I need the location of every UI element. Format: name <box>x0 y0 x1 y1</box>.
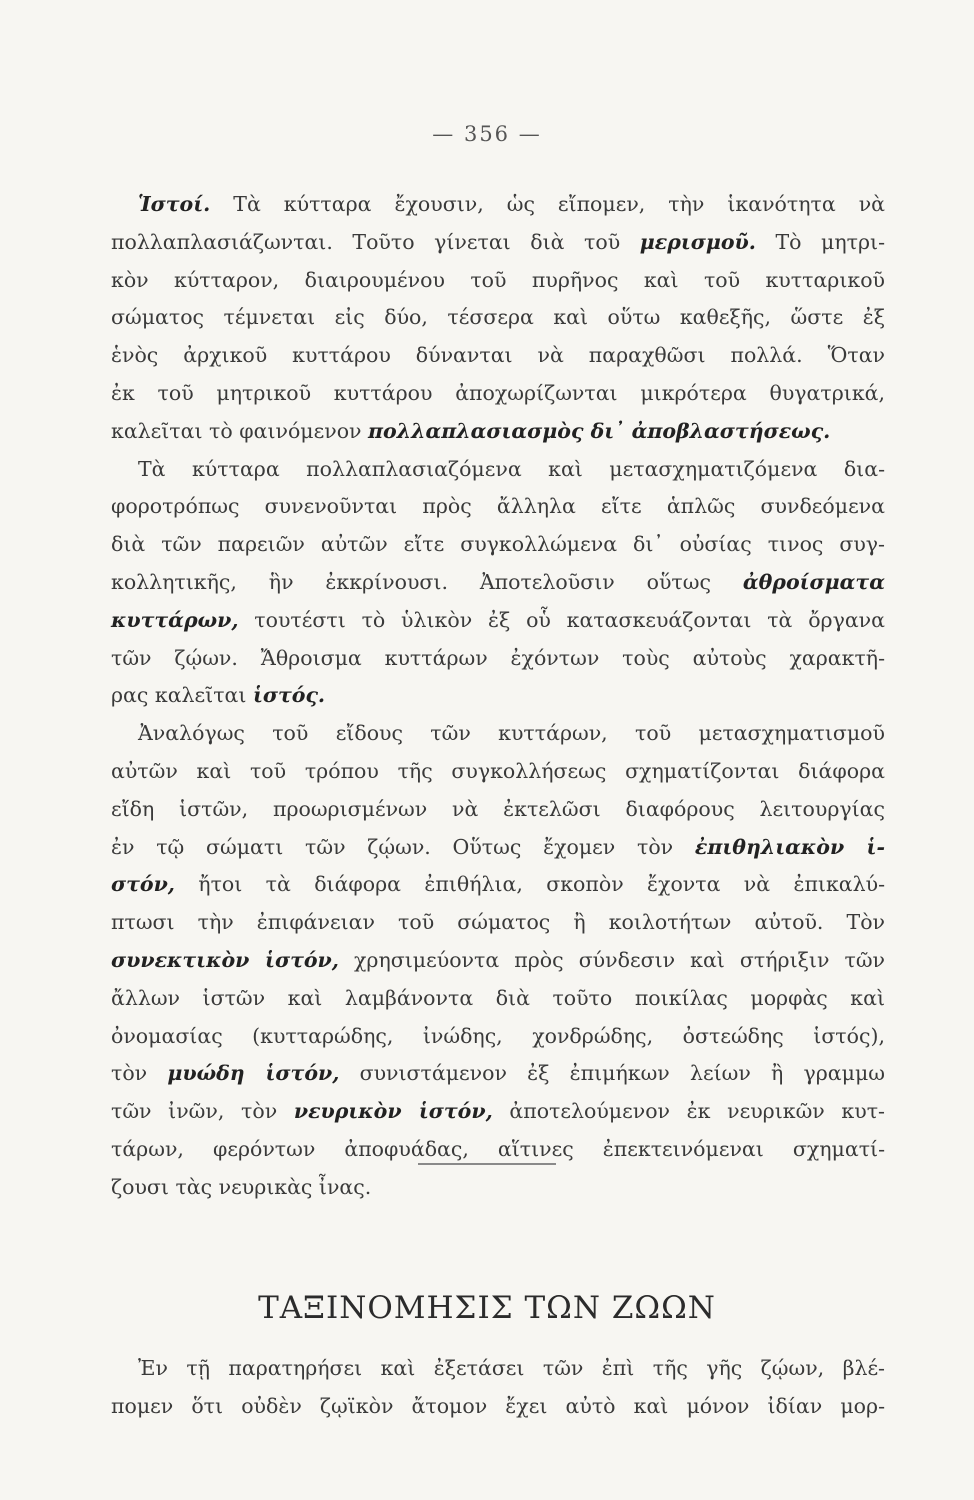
emphasized-term: Ἱστοί. <box>138 192 211 216</box>
text-run: χρησιμεύοντα πρὸς σύνδεσιν καὶ στήριξιν τῶν <box>338 947 885 972</box>
text-line <box>111 413 885 451</box>
text-run: τουτέστι τὸ ὑλικὸν ἐξ οὗ κατασκευάζονται τὰ ὄργανα <box>238 607 885 632</box>
text-run: ὀνομασίας (κυτταρώδης, ἰνώδης, χονδρώδης, ὀστεώδης ἱστός), <box>111 1023 885 1048</box>
text-line <box>111 829 885 867</box>
text-line <box>111 1055 885 1093</box>
text-line <box>111 1018 885 1056</box>
emphasized-term: κυττάρων, <box>111 607 239 632</box>
emphasized-term: μερισμοῦ. <box>639 229 756 254</box>
text-line <box>111 904 885 942</box>
emphasized-term: ἀθροίσματα <box>742 569 885 594</box>
text-line <box>111 1169 885 1207</box>
text-run: σώματος τέμνεται εἰς δύο, τέσσερα καὶ οὕτω καθεξῆς, ὥστε ἐξ <box>111 305 885 330</box>
text-run: ἀποτελούμενον ἐκ νευρικῶν κυτ- <box>492 1099 885 1124</box>
page-number: — 356 — <box>432 122 542 146</box>
text-run: πομεν ὅτι οὐδὲν ζῳϊκὸν ἄτομον ἔχει αὐτὸ καὶ μόνον ἰδίαν μορ- <box>111 1393 885 1418</box>
text-run: τῶν ἰνῶν, τὸν <box>111 1099 294 1124</box>
text-run: Ἀναλόγως τοῦ εἴδους τῶν κυττάρων, τοῦ μετασχηματισμοῦ <box>138 721 885 746</box>
text-run: φοροτρόπως συνενοῦνται πρὸς ἄλληλα εἴτε ἁπλῶς συνδεόμενα <box>111 494 885 519</box>
text-run: ρας καλεῖται <box>111 683 253 708</box>
text-run: εἴδη ἱστῶν, προωρισμένων νὰ ἐκτελῶσι διαφόρους λειτουργίας <box>111 796 885 821</box>
text-run: κολλητικῆς, ἣν ἐκκρίνουσι. Ἀποτελοῦσιν οὕτως <box>111 569 743 594</box>
section-heading: ΤΑΞΙΝΟΜΗΣΙΣ ΤΩΝ ΖΩΩΝ <box>258 1290 716 1326</box>
emphasized-term: στόν, <box>111 872 175 897</box>
text-run: διὰ τῶν παρειῶν αὐτῶν εἴτε συγκολλώμενα δι᾽ οὐσίας τινος συγ- <box>111 532 885 557</box>
section-divider <box>418 1163 556 1165</box>
text-line <box>111 1093 885 1131</box>
text-run: τὸν <box>111 1061 168 1086</box>
text-line <box>111 375 885 413</box>
text-line <box>111 791 885 829</box>
text-line <box>111 564 885 602</box>
text-run: ἑνὸς ἀρχικοῦ κυττάρου δύνανται νὰ παραχθῶσι πολλά. Ὅταν <box>111 343 885 368</box>
text-run: Τὸ μητρι- <box>755 229 885 254</box>
text-run: πτωσι τὴν ἐπιφάνειαν τοῦ σώματος ἢ κοιλοτήτων αὐτοῦ. Τὸν <box>111 910 885 935</box>
text-run: Ἐν τῇ παρατηρήσει καὶ ἐξετάσει τῶν ἐπὶ τῆς γῆς ζῴων, βλέ- <box>138 1356 885 1380</box>
emphasized-term: μυώδη ἱστόν, <box>167 1061 340 1086</box>
text-run: τῶν ζῴων. Ἄθροισμα κυττάρων ἐχόντων τοὺς αὐτοὺς χαρακτῆ- <box>111 645 885 670</box>
text-line <box>111 186 885 224</box>
text-line <box>111 299 885 337</box>
text-run: ζουσι τὰς νευρικὰς ἶνας. <box>111 1174 372 1199</box>
text-line <box>111 488 885 526</box>
text-run: Τὰ κύτταρα ἔχουσιν, ὡς εἴπομεν, τὴν ἱκανότητα νὰ <box>210 192 885 216</box>
emphasized-term: νευρικὸν ἱστόν, <box>293 1099 493 1124</box>
text-line <box>111 526 885 564</box>
text-line <box>111 451 885 489</box>
text-run: πολλαπλασιάζωνται. Τοῦτο γίνεται διὰ τοῦ <box>111 229 640 254</box>
emphasized-term: πολλαπλασιασμὸς δι᾽ ἀποβλαστήσεως. <box>368 418 831 443</box>
emphasized-term: ἱστός. <box>252 683 326 708</box>
text-run: καλεῖται τὸ φαινόμενον <box>111 418 369 443</box>
text-line <box>111 602 885 640</box>
text-line <box>111 1350 885 1388</box>
body-text-section-2 <box>111 1350 885 1426</box>
text-line <box>111 337 885 375</box>
text-run: Τὰ κύτταρα πολλαπλασιαζόμενα καὶ μετασχηματιζόμενα δια- <box>138 456 885 481</box>
text-run: ἐν τῷ σώματι τῶν ζῴων. Οὕτως ἔχομεν τὸν <box>111 834 695 859</box>
text-run: κὸν κύτταρον, διαιρουμένου τοῦ πυρῆνος καὶ τοῦ κυτταρικοῦ <box>111 267 885 292</box>
text-line <box>111 866 885 904</box>
text-run: τάρων, φερόντων ἀποφυάδας, αἵτινες ἐπεκτεινόμεναι σχηματί- <box>111 1136 885 1161</box>
text-run: συνιστάμενον ἐξ ἐπιμήκων λείων ἢ γραμμω <box>339 1061 886 1086</box>
text-line <box>111 753 885 791</box>
body-text-section-1 <box>111 186 885 1207</box>
text-run: αὐτῶν καὶ τοῦ τρόπου τῆς συγκολλήσεως σχηματίζονται διάφορα <box>111 758 885 783</box>
text-line <box>111 942 885 980</box>
emphasized-term: ἐπιθηλιακὸν ἱ- <box>694 834 885 859</box>
text-run: ἐκ τοῦ μητρικοῦ κυττάρου ἀποχωρίζωνται μικρότερα θυγατρικά, <box>111 380 885 405</box>
text-line <box>111 980 885 1018</box>
text-run: ἄλλων ἱστῶν καὶ λαμβάνοντα διὰ τοῦτο ποικίλας μορφὰς καὶ <box>111 985 885 1010</box>
text-line <box>111 677 885 715</box>
text-line <box>111 640 885 678</box>
text-line <box>111 224 885 262</box>
text-line <box>111 1388 885 1426</box>
text-line <box>111 262 885 300</box>
text-run: ἤτοι τὰ διάφορα ἐπιθήλια, σκοπὸν ἔχοντα νὰ ἐπικαλύ- <box>174 872 885 897</box>
emphasized-term: συνεκτικὸν ἱστόν, <box>111 947 339 972</box>
text-line <box>111 715 885 753</box>
